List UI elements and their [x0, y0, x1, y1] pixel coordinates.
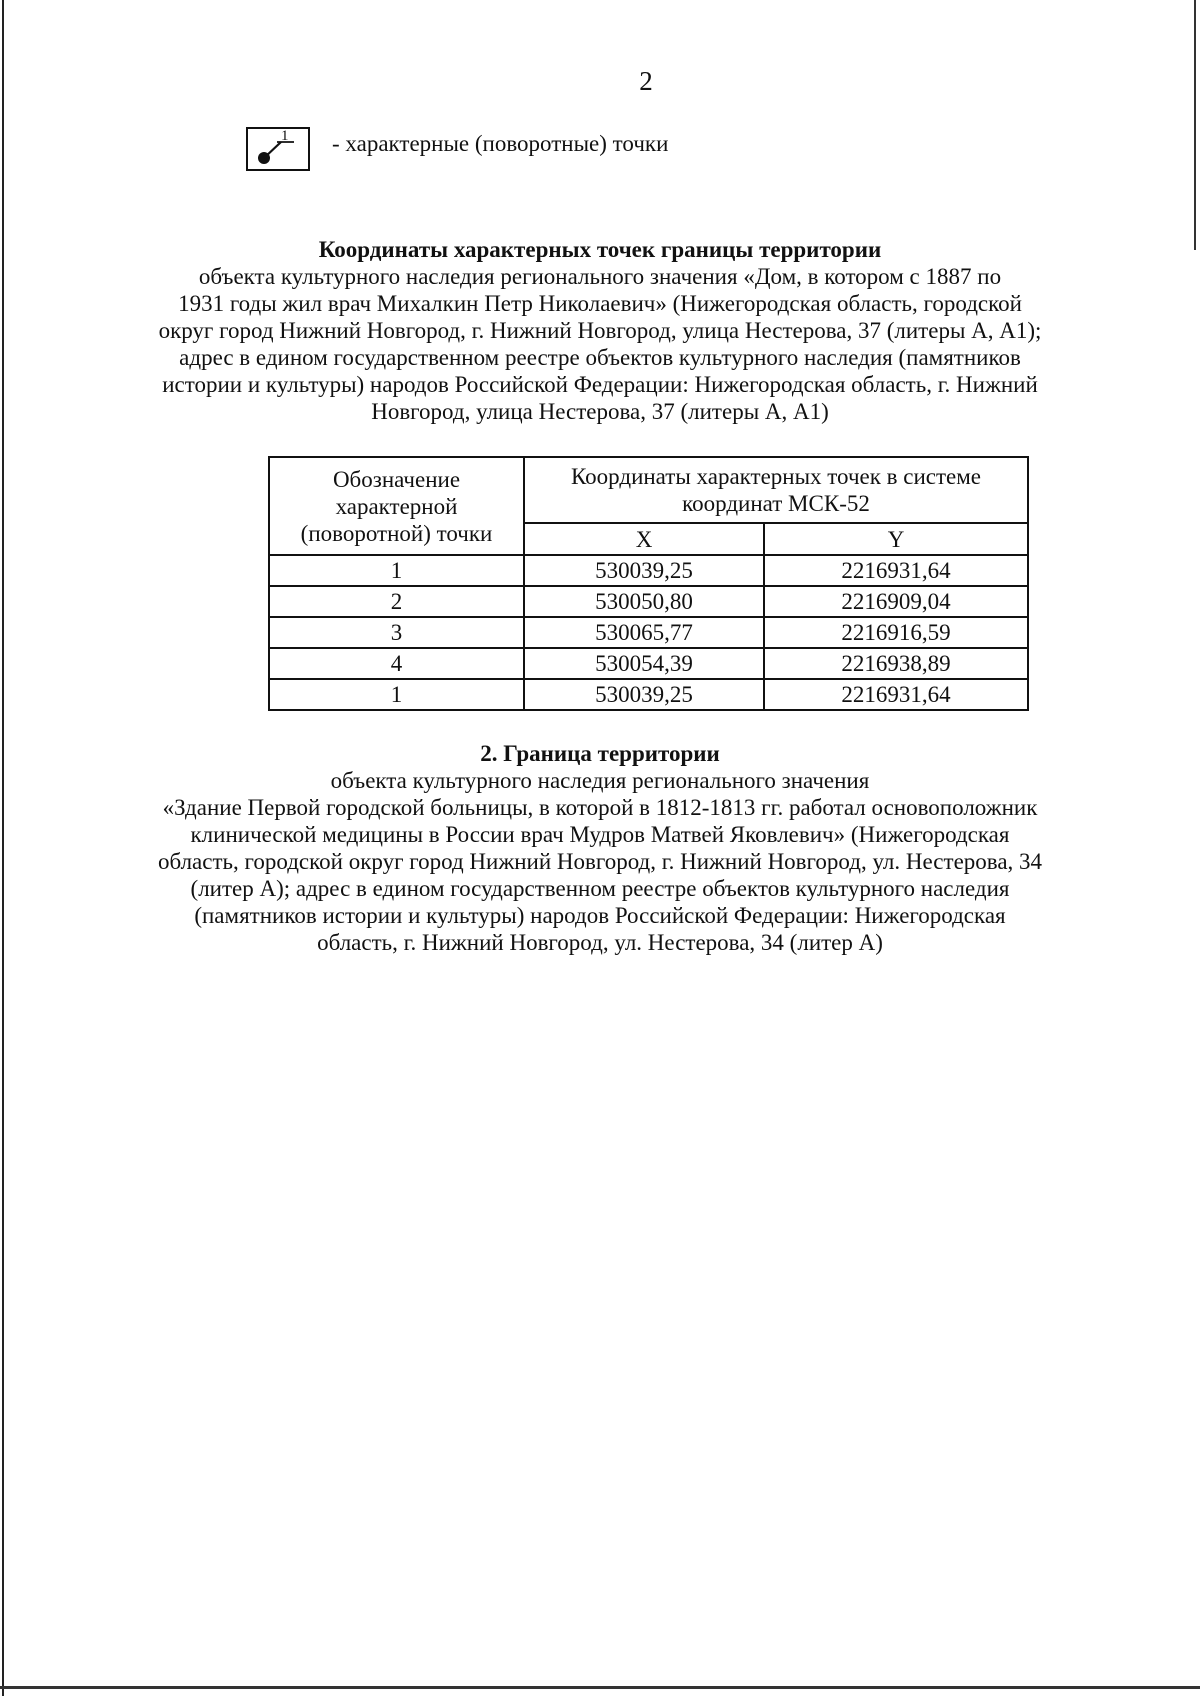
- cell-y: 2216909,04: [764, 586, 1028, 617]
- legend: [246, 126, 668, 172]
- cell-point: 4: [269, 648, 524, 679]
- section2-heading: [100, 740, 1100, 956]
- cell-x: 530039,25: [524, 679, 764, 710]
- section1-line: Новгород, улица Нестерова, 37 (литеры А, А1): [371, 399, 829, 424]
- section2-line: (памятников истории и культуры) народов Российской Федерации: Нижегородская: [194, 903, 1006, 928]
- section2-title: 2. Граница территории: [480, 741, 720, 766]
- cell-x: 530039,25: [524, 555, 764, 586]
- section2-line: клинической медицины в России врач Мудров Матвей Яковлевич» (Нижегородская: [190, 822, 1010, 847]
- section1-line: адрес в едином государственном реестре объектов культурного наследия (памятников: [179, 345, 1021, 370]
- cell-point: 1: [269, 679, 524, 710]
- section1-line: округ город Нижний Новгород, г. Нижний Новгород, улица Нестерова, 37 (литеры А, А1);: [158, 318, 1042, 343]
- scan-edge-bottom: [0, 1686, 1200, 1689]
- legend-text: - характерные (поворотные) точки: [332, 131, 669, 156]
- cell-point: 2: [269, 586, 524, 617]
- section2-line: (литер А); адрес в едином государственном реестре объектов культурного наследия: [190, 876, 1010, 901]
- table-row: [269, 679, 1028, 710]
- scan-edge-right: [1194, 0, 1196, 250]
- col-header-y: Y: [764, 523, 1028, 555]
- turning-point-icon: [246, 127, 310, 171]
- cell-point: 3: [269, 617, 524, 648]
- section1-title: Координаты характерных точек границы территории: [318, 237, 882, 262]
- cell-y: 2216931,64: [764, 679, 1028, 710]
- cell-point: 1: [269, 555, 524, 586]
- coordinates-table: [268, 456, 1029, 711]
- section1-heading: [100, 236, 1100, 425]
- col-header-coordinates: Координаты характерных точек в системе координат МСК-52: [524, 457, 1028, 523]
- cell-y: 2216938,89: [764, 648, 1028, 679]
- cell-y: 2216916,59: [764, 617, 1028, 648]
- section2-line: область, городской округ город Нижний Новгород, г. Нижний Новгород, ул. Нестерова, 34: [157, 849, 1043, 874]
- table-row: [269, 586, 1028, 617]
- section1-line: истории и культуры) народов Российской Федерации: Нижегородская область, г. Нижний: [162, 372, 1038, 397]
- cell-x: 530054,39: [524, 648, 764, 679]
- section2-line: «Здание Первой городской больницы, в которой в 1812-1813 гг. работал основоположник: [162, 795, 1038, 820]
- section2-line: область, г. Нижний Новгород, ул. Нестерова, 34 (литер А): [317, 930, 883, 955]
- scan-edge-left: [2, 0, 4, 1696]
- section2-line: объекта культурного наследия регионального значения: [330, 768, 870, 793]
- section1-line: объекта культурного наследия регионального значения «Дом, в котором с 1887 по: [198, 264, 1002, 289]
- cell-y: 2216931,64: [764, 555, 1028, 586]
- col-header-x: X: [524, 523, 764, 555]
- table-row: [269, 617, 1028, 648]
- table-row: [269, 555, 1028, 586]
- table-row: [269, 648, 1028, 679]
- section1-line: 1931 годы жил врач Михалкин Петр Николаевич» (Нижегородская область, городской: [178, 291, 1022, 316]
- cell-x: 530065,77: [524, 617, 764, 648]
- col-header-point: Обозначение характерной (поворотной) точки: [269, 457, 524, 555]
- cell-x: 530050,80: [524, 586, 764, 617]
- page-number: 2: [639, 66, 653, 96]
- legend-symbol-label: 1: [281, 129, 289, 144]
